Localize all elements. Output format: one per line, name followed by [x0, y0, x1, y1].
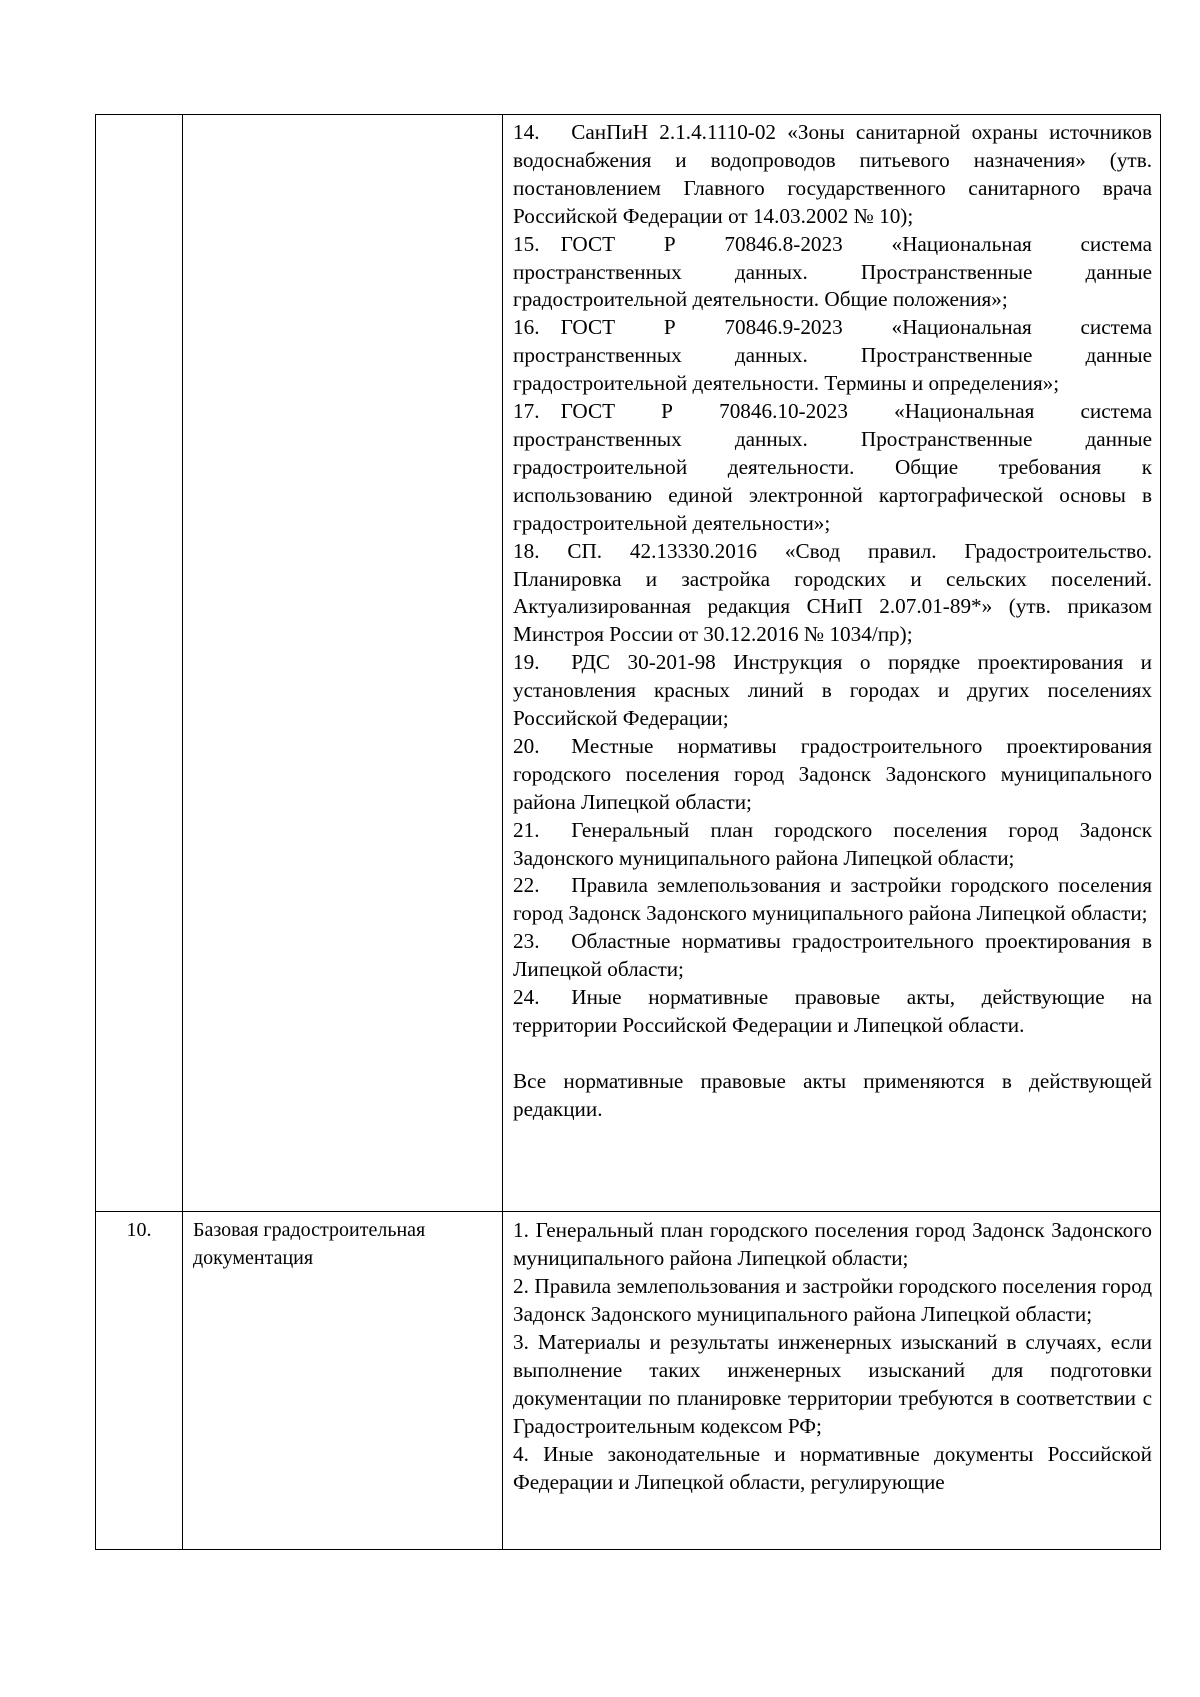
list-item: 2. Правила землепользования и застройки городского поселения город Задонск Задонского муниципального района Липецкой области;	[513, 1274, 1152, 1326]
list-item: 14. СанПиН 2.1.4.1110-02 «Зоны санитарной охраны источников водоснабжения и водопроводов питьевого назначения» (утв. постановлением Главного государственного санитарного врача Российской Федерации от 14.03.2002 № 10);	[513, 120, 1152, 228]
table-row	[96, 1212, 1161, 1550]
list-item: 4. Иные законодательные и нормативные документы Российской Федерации и Липецкой области, регулирующие	[513, 1442, 1152, 1494]
list-item: 19. РДС 30-201-98 Инструкция о порядке проектирования и установления красных линий в городах и других поселениях Российской Федерации;	[513, 650, 1152, 731]
list-item: 18. СП. 42.13330.2016 «Свод правил. Градостроительство. Планировка и застройка городских и сельских поселений. Актуализированная редакция СНиП 2.07.01-89*» (утв. приказом Минстроя России от 30.12.2016 № 1034/пр);	[513, 538, 1152, 647]
list-item: 16. ГОСТ Р 70846.9-2023 «Национальная система пространственных данных. Пространственные данные градостроительной деятельности. Термины и определения»;	[513, 315, 1152, 396]
requirements-table	[95, 114, 1161, 1550]
list-item: 3. Материалы и результаты инженерных изысканий в случаях, если выполнение таких инженерных изысканий для подготовки документации по планировке территории требуются в соответствии с Градостроительным кодексом РФ;	[513, 1330, 1152, 1438]
table-row	[96, 115, 1161, 1212]
row-name-cell: Базовая градостроительная документация	[183, 1212, 503, 1550]
list-item: 23. Областные нормативы градостроительного проектирования в Липецкой области;	[513, 929, 1152, 982]
row-name-cell	[183, 115, 503, 1212]
list-item: 20. Местные нормативы градостроительного проектирования городского поселения город Задонск Задонского муниципального района Липецкой области;	[513, 733, 1152, 814]
list-item: 21. Генеральный план городского поселения город Задонск Задонского муниципального района Липецкой области;	[513, 817, 1152, 870]
list-item: 1. Генеральный план городского поселения город Задонск Задонского муниципального района Липецкой области;	[513, 1218, 1152, 1270]
closing-note: Все нормативные правовые акты применяются в действующей редакции.	[513, 1068, 1152, 1121]
row-content-cell	[503, 1212, 1161, 1550]
list-item: 22. Правила землепользования и застройки городского поселения город Задонск Задонского муниципального района Липецкой области;	[513, 873, 1152, 926]
row-content-cell	[503, 115, 1161, 1212]
row-number-cell	[96, 115, 183, 1212]
list-item: 17. ГОСТ Р 70846.10-2023 «Национальная система пространственных данных. Пространственные данные градостроительной деятельности. Общие требования к использованию единой электронной картографической основы в градостроительной деятельности»;	[513, 399, 1152, 535]
list-item: 24. Иные нормативные правовые акты, действующие на территории Российской Федерации и Липецкой области.	[513, 985, 1152, 1037]
list-item: 15. ГОСТ Р 70846.8-2023 «Национальная система пространственных данных. Пространственные данные градостроительной деятельности. Общие положения»;	[513, 231, 1152, 312]
row-number-cell: 10.	[96, 1212, 183, 1550]
paragraph-spacer	[513, 1040, 1152, 1068]
